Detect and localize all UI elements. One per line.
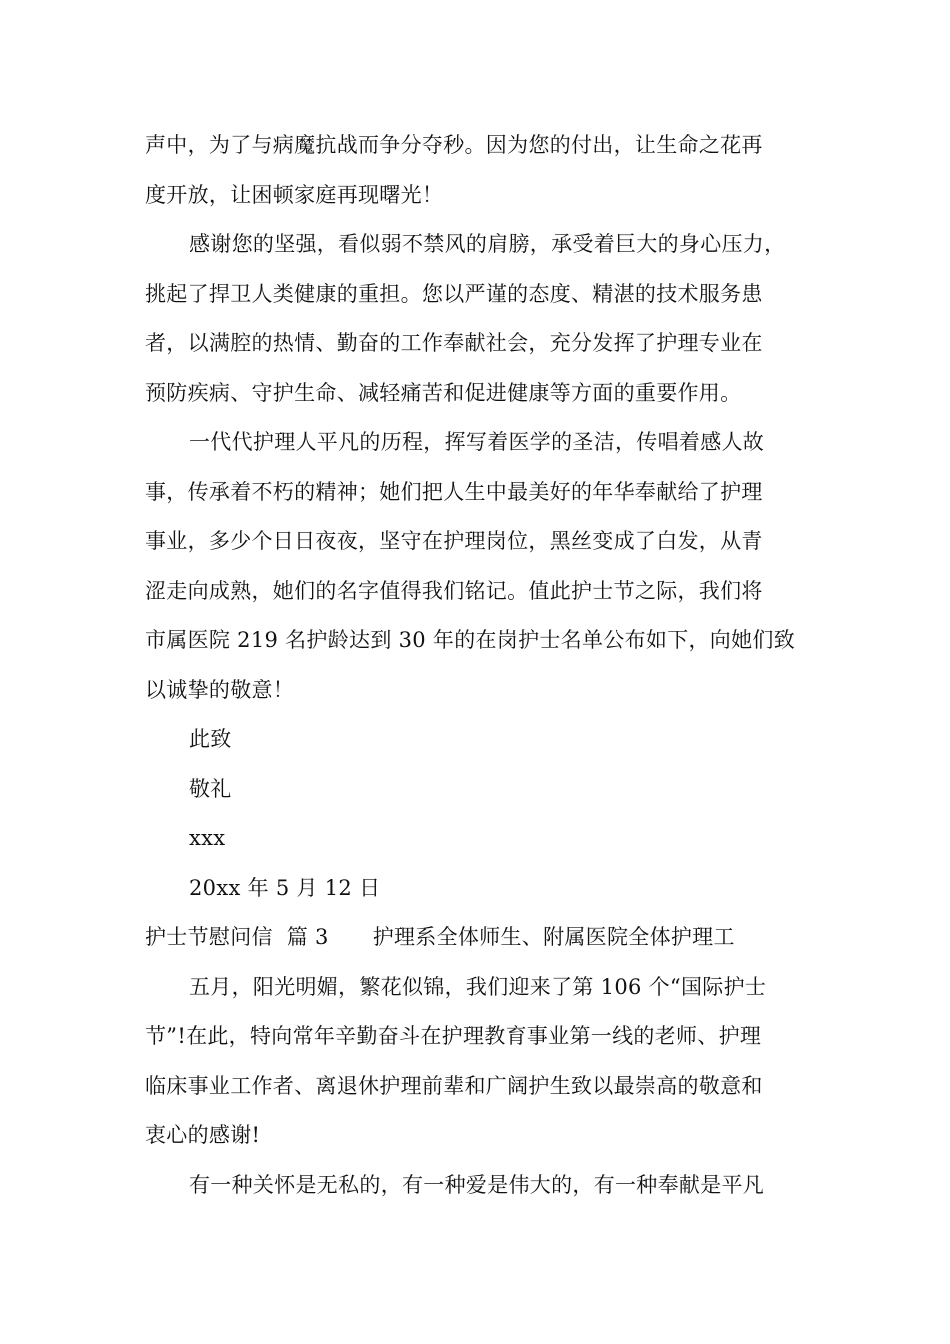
text-line: 一代代护理人平凡的历程，挥写着医学的圣洁，传唱着感人故 [189,430,765,454]
text-line: 事，传承着不朽的精神；她们把人生中最美好的年华奉献给了护理 [145,479,763,504]
paragraph-5 [145,1170,830,1200]
salutation-jing-li: 敬礼 [189,776,232,801]
paragraph-4 [145,972,830,1151]
text-line: 市属医院 219 名护龄达到 30 年的在岗护士名单公布如下，向她们致 [145,628,796,652]
signature: xxx [189,826,226,850]
text-line: 五月，阳光明媚，繁花似锦，我们迎来了第 106 个“国际护士 [189,974,767,999]
paragraph-3 [145,427,830,705]
text-line: 涩走向成熟，她们的名字值得我们铭记。值此护士节之际，我们将 [145,578,763,603]
text-line: 以诚挚的敬意！ [145,677,295,702]
text-line: 声中，为了与病魔抗战而争分夺秒。因为您的付出，让生命之花再 [145,133,763,157]
text-line: 者，以满腔的热情、勤奋的工作奉献社会，充分发挥了护理专业在 [145,331,763,355]
section-recipients: 护理系全体师生、附属医院全体护理工 [372,925,735,949]
text-line: 挑起了捍卫人类健康的重担。您以严谨的态度、精湛的技术服务患 [145,281,763,306]
salutation-ci-zhi: 此致 [189,727,232,751]
text-line: 预防疾病、守护生命、减轻痛苦和促进健康等方面的重要作用。 [145,380,742,405]
text-line: 衷心的感谢! [145,1123,261,1147]
paragraph-1 [145,130,830,210]
section-heading [145,922,830,952]
letter-date: 20xx 年 5 月 12 日 [189,875,381,900]
text-line: 事业，多少个日日夜夜，坚守在护理岗位，黑丝变成了白发，从青 [145,529,763,553]
text-line: 度开放，让困顿家庭再现曙光！ [145,182,444,207]
text-line: 临床事业工作者、离退休护理前辈和广阔护生致以最崇高的敬意和 [145,1073,763,1098]
text-line: 节”!在此，特向常年辛勤奋斗在护理教育事业第一线的老师、护理 [145,1024,762,1048]
paragraph-2 [145,229,830,408]
text-line: 有一种关怀是无私的，有一种爱是伟大的，有一种奉献是平凡 [189,1172,765,1197]
closing-block [145,724,830,903]
text-line: 感谢您的坚强，看似弱不禁风的肩膀，承受着巨大的身心压力， [189,232,786,256]
section-title: 护士节慰问信 篇 3 [145,925,329,949]
